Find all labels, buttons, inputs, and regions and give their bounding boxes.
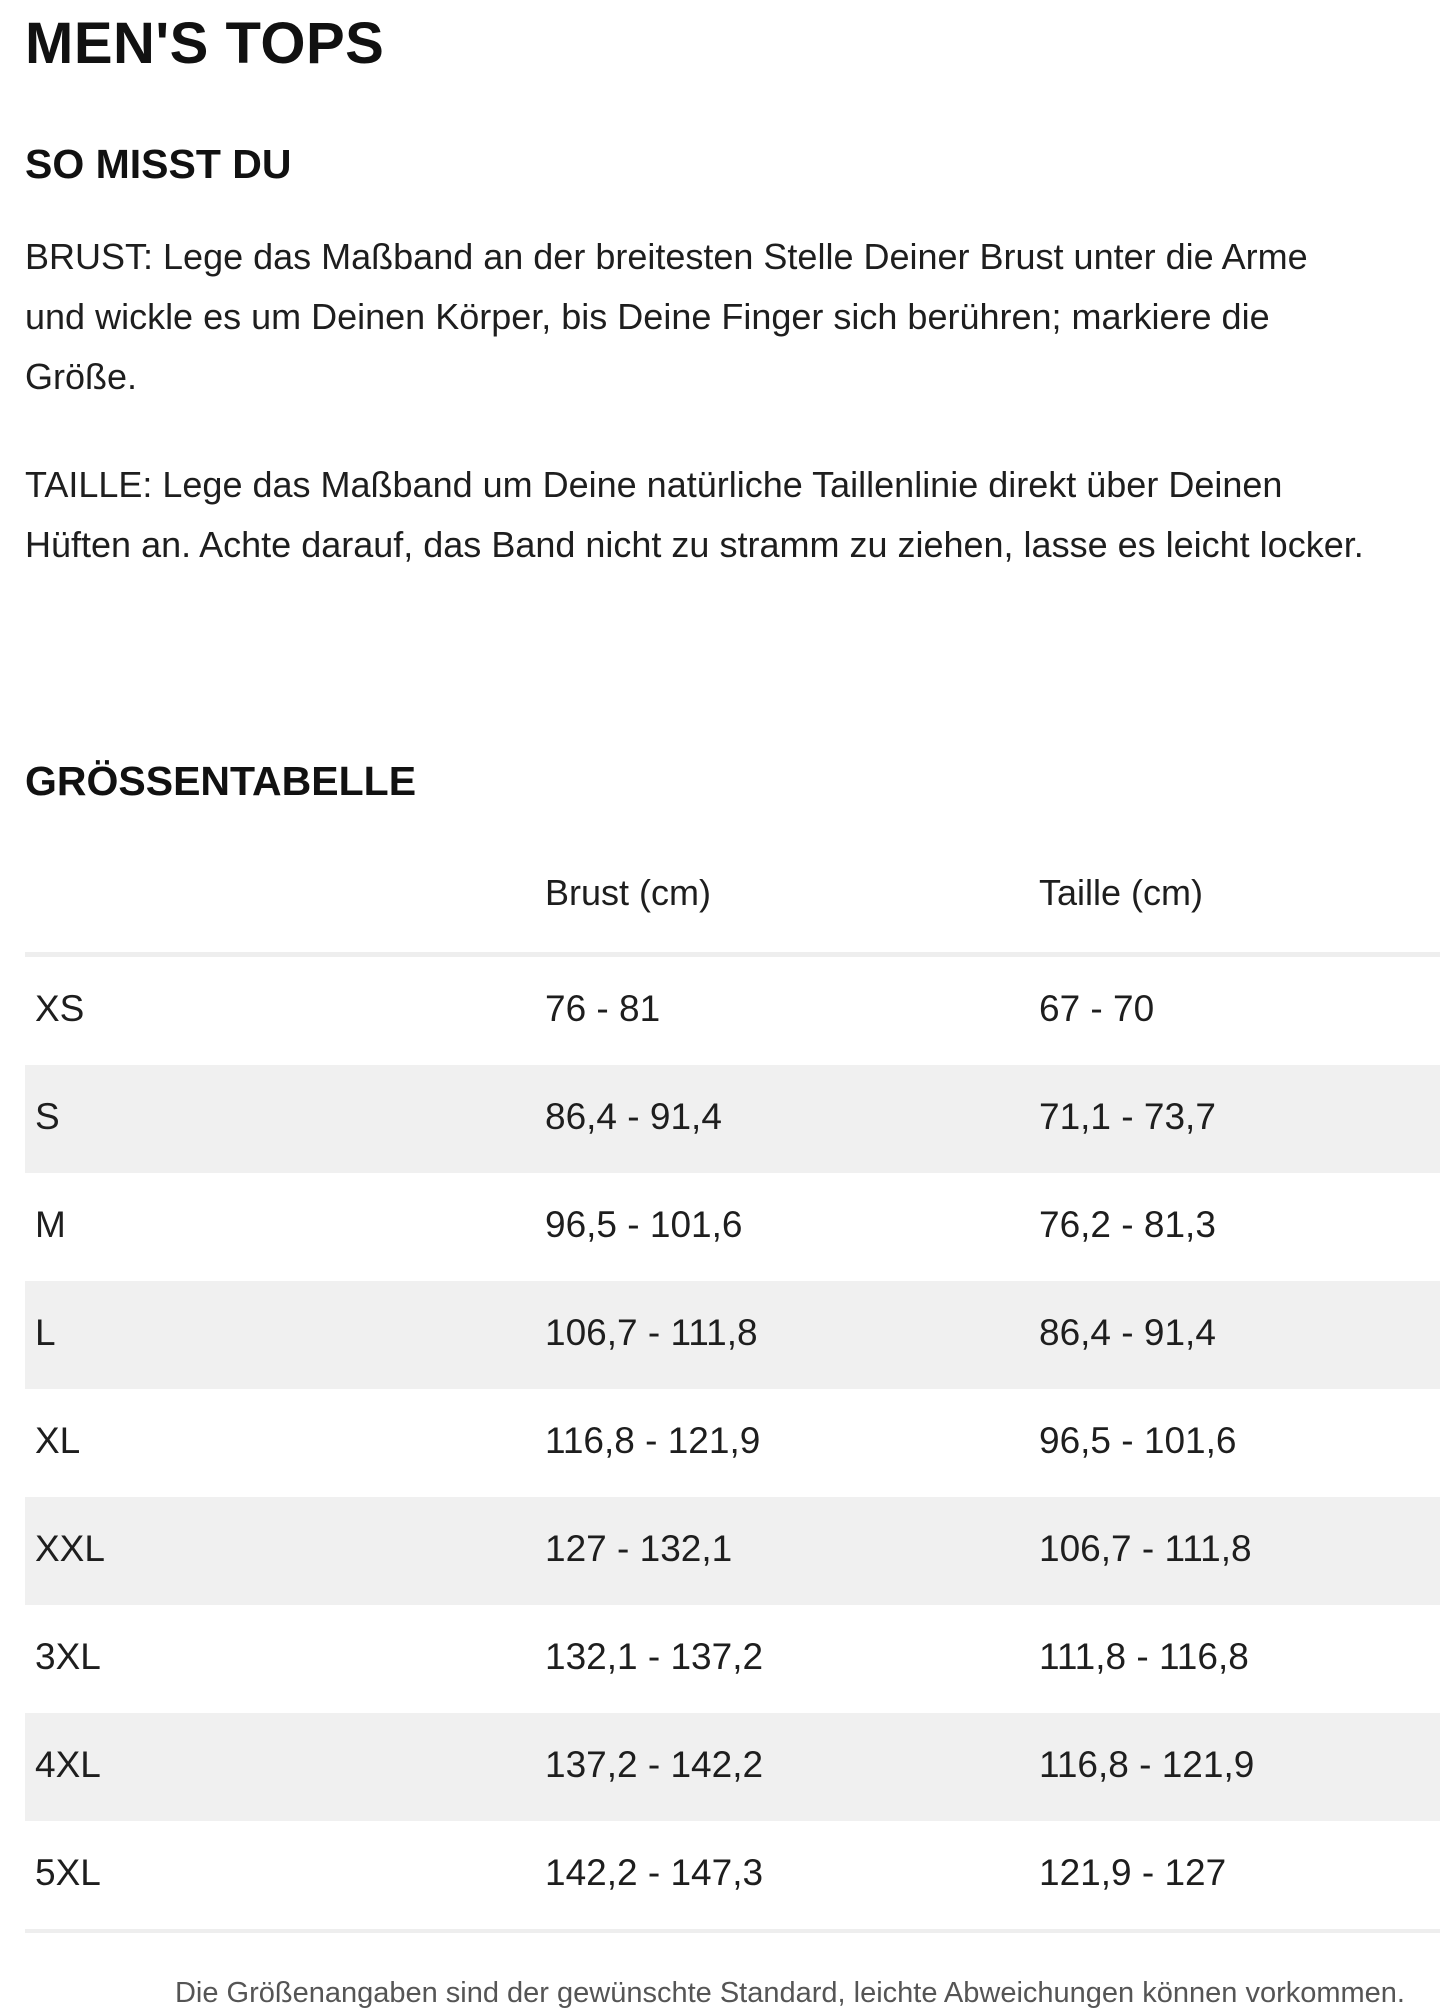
chest-cell: 142,2 - 147,3 xyxy=(545,1852,764,1893)
chest-cell: 86,4 - 91,4 xyxy=(545,1096,722,1137)
table-row xyxy=(25,1821,1440,1929)
chest-cell: 127 - 132,1 xyxy=(545,1528,733,1569)
table-row xyxy=(25,957,1440,1065)
column-header-chest: Brust (cm) xyxy=(545,872,711,913)
column-header-waist: Taille (cm) xyxy=(1039,872,1204,913)
waist-cell: 86,4 - 91,4 xyxy=(1039,1312,1216,1353)
size-cell: 4XL xyxy=(35,1744,101,1785)
how-to-measure-heading: SO MISST DU xyxy=(25,141,292,187)
table-header-row xyxy=(25,848,1440,957)
size-cell: L xyxy=(35,1312,56,1353)
table-row xyxy=(25,1065,1440,1173)
waist-cell: 71,1 - 73,7 xyxy=(1039,1096,1216,1137)
page-title: MEN'S TOPS xyxy=(25,11,385,76)
chest-cell: 106,7 - 111,8 xyxy=(545,1312,758,1353)
size-cell: 3XL xyxy=(35,1636,101,1677)
chest-cell: 76 - 81 xyxy=(545,988,661,1029)
table-row xyxy=(25,1389,1440,1497)
size-cell: 5XL xyxy=(35,1852,101,1893)
waist-cell: 121,9 - 127 xyxy=(1039,1852,1227,1893)
size-table xyxy=(25,848,1440,1933)
waist-cell: 116,8 - 121,9 xyxy=(1039,1744,1255,1785)
size-disclaimer-footnote: Die Größenangaben sind der gewünschte Standard, leichte Abweichungen können vorkommen. xyxy=(174,1977,1405,2009)
table-row xyxy=(25,1497,1440,1605)
table-row xyxy=(25,1281,1440,1389)
size-cell: M xyxy=(35,1204,66,1245)
chest-cell: 132,1 - 137,2 xyxy=(545,1636,764,1677)
waist-cell: 106,7 - 111,8 xyxy=(1039,1528,1252,1569)
chest-cell: 116,8 - 121,9 xyxy=(545,1420,761,1461)
waist-instruction: TAILLE: Lege das Maßband um Deine natürliche Taillenlinie direkt über Deinen Hüften an. Achte darauf, das Band nicht zu stramm zu ziehen, lasse es leicht locker. xyxy=(25,464,1364,565)
table-bottom-divider xyxy=(25,1929,1440,1933)
waist-cell: 76,2 - 81,3 xyxy=(1039,1204,1216,1245)
waist-cell: 111,8 - 116,8 xyxy=(1039,1636,1249,1677)
size-cell: XL xyxy=(35,1420,81,1461)
chest-instruction: BRUST: Lege das Maßband an der breitesten Stelle Deiner Brust unter die Arme und wickle es um Deinen Körper, bis Deine Finger sich berühren; markiere die Größe. xyxy=(25,236,1308,397)
size-cell: XS xyxy=(35,988,85,1029)
table-row xyxy=(25,1713,1440,1821)
table-row xyxy=(25,1173,1440,1281)
chest-cell: 137,2 - 142,2 xyxy=(545,1744,764,1785)
table-row xyxy=(25,1605,1440,1713)
chest-cell: 96,5 - 101,6 xyxy=(545,1204,743,1245)
size-cell: S xyxy=(35,1096,60,1137)
size-cell: XXL xyxy=(35,1528,105,1569)
waist-cell: 67 - 70 xyxy=(1039,988,1155,1029)
waist-cell: 96,5 - 101,6 xyxy=(1039,1420,1237,1461)
size-chart-heading: GRÖSSENTABELLE xyxy=(25,758,417,804)
